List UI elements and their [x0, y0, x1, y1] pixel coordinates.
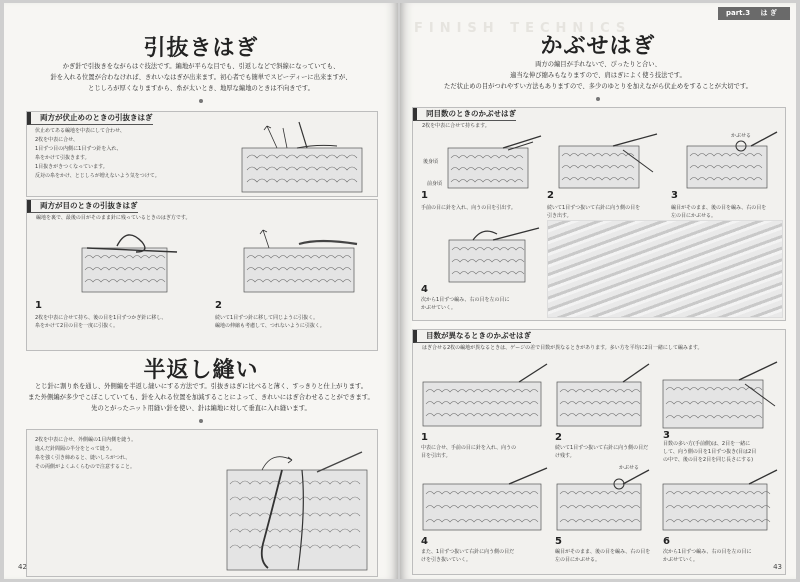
note-line: 1目抜きがきつくなっています。	[35, 164, 108, 170]
left-page	[4, 3, 398, 579]
section-title: 両方が伏止めのときの引抜きはぎ	[27, 112, 153, 125]
intro-hangaeshi	[12, 381, 390, 414]
section-title: 目数が異なるときのかぶせはぎ	[413, 330, 531, 343]
step-text	[421, 548, 547, 564]
note-line: 反対の糸をかけ、とじしろが増えないよう気をつけて。	[35, 173, 160, 179]
step-line: 続いて1目ずつ抜いて右針に向う側の目だ	[555, 445, 649, 451]
knit-illustration	[77, 226, 187, 296]
knit-illustration	[553, 360, 653, 430]
step-number: 2	[547, 190, 554, 201]
page-number: 43	[773, 563, 782, 571]
intro-line: 適当な伸び縮みもなりますので、肩はぎによく使う技法です。	[510, 72, 686, 79]
step-text	[547, 204, 671, 220]
step-line: 糸をかけて2目の目を一度に引抜く。	[35, 323, 119, 329]
note-line: 進んだ針間隔の半分をとって縫う。	[35, 446, 115, 452]
step-number: 2	[215, 300, 222, 311]
knit-illustration	[659, 464, 781, 534]
step-text	[35, 314, 205, 330]
intro-line: かぎ針で引抜きをながらはぐ技法です。編地が平らな目でも、引返しなどで斜線になっていても、	[62, 63, 340, 70]
step-number: 2	[555, 432, 562, 443]
step-text	[663, 548, 781, 564]
step-text	[421, 444, 547, 460]
knit-illustration	[433, 134, 543, 190]
knit-illustration	[222, 440, 372, 574]
note-line: その両側がよくふくらむので注意すること。	[35, 464, 136, 470]
section-both-bound-off	[26, 111, 378, 197]
step-line: けを引き抜いていく。	[421, 557, 471, 563]
step-text	[421, 296, 545, 312]
label-kabuse: かぶせる	[731, 133, 752, 139]
step-number: 3	[663, 430, 670, 441]
knit-illustration	[419, 360, 551, 430]
section-same-count	[412, 107, 786, 321]
intro-line: ただ状止めの目がつれやすい方法もありますので、多少のゆとりを加えながら伏止めをすることが大切です。	[444, 83, 752, 90]
step-line: け残す。	[555, 453, 575, 459]
section-subtitle: 編地を裏で、最後の目がそのまま針に残っているときのはぎ方です。	[36, 215, 191, 221]
step-line: 引き出す。	[547, 213, 572, 219]
section-both-live	[26, 199, 378, 351]
step-text	[421, 204, 545, 212]
section-title: 同目数のときのかぶせはぎ	[413, 108, 516, 121]
note-line: 伏止めてある編地を中表にして合わせ、	[35, 128, 125, 134]
divider-dot	[596, 97, 600, 101]
step-number: 5	[555, 536, 562, 547]
note-line: 糸を強く引き締めると、縫いしろがつれ、	[35, 455, 131, 461]
section-subtitle: はぎ合せる2枚の編地が異なるときは、ゲージの差で目数が異なるときがあります。多い方を平均に2目一緒にして編みます。	[422, 345, 703, 351]
step-line: 次から1目ずつ編み、右の目を左の目に	[663, 549, 752, 555]
step-line: して、向う側の目を1目ずつ抜き(目は2目	[663, 449, 757, 455]
intro-line: また外側編が多少でこぼこしていても、針を入れる位置を加減することによって、きれいにはぎ合わせることができます。	[28, 394, 374, 401]
running-header	[718, 7, 790, 20]
knit-illustration	[419, 464, 551, 534]
note-line: 糸をかけて引抜きます。	[35, 155, 90, 161]
step-number: 4	[421, 284, 428, 295]
step-line: 編目がそのまま、後の目を編み、右の目を	[555, 549, 651, 555]
step-number: 1	[421, 190, 428, 201]
knit-photo	[547, 220, 783, 318]
step-text	[555, 548, 659, 564]
step-line: 編地の伸縮も考慮して、つれないように引抜く。	[215, 323, 325, 329]
intro-hikinuki	[14, 61, 388, 94]
step-text	[215, 314, 375, 330]
page-title-kabuse: かぶせはぎ	[540, 34, 656, 59]
label-back-body: 後身頃	[423, 159, 439, 165]
label-kabuse: かぶせる	[619, 465, 640, 471]
step-line: の中で、後の目を2目を同じ長さにする)	[663, 457, 754, 463]
knit-illustration	[237, 118, 367, 194]
intro-kabuse	[408, 59, 788, 92]
section-subtitle: 2枚を中表に合せて持ちます。	[422, 123, 490, 129]
step-line: 編目がそのまま、後の目を編み、右の目を	[671, 205, 767, 211]
step-line: 続いて1目ずつ針に移して同じように引抜く。	[215, 315, 319, 321]
section-different-count	[412, 329, 786, 575]
note-line: 1目ずつ目の内側に1目ずつ針を入れ、	[35, 146, 122, 152]
right-page	[400, 3, 796, 579]
step-line: 次から1目ずつ編み、右の目を左の目に	[421, 297, 510, 303]
intro-line: とじしろが厚くなりますから、糸が太いとき、地厚な編地のときは不向きです。	[88, 85, 314, 92]
step-number: 1	[421, 432, 428, 443]
step-line: 2枚を中表に合せて持ち、後の目を1目ずつかぎ針に移し、	[35, 315, 167, 321]
knit-illustration	[553, 464, 653, 534]
step-text	[671, 204, 783, 220]
page-title-hangaeshi: 半返し縫い	[143, 358, 259, 383]
step-number: 4	[421, 536, 428, 547]
step-line: かぶせていく。	[663, 557, 698, 563]
section-note	[35, 436, 205, 472]
step-text	[663, 440, 781, 464]
step-number: 3	[671, 190, 678, 201]
knit-illustration	[239, 226, 369, 296]
step-number: 6	[663, 536, 670, 547]
label-front-body: 前身頃	[427, 181, 443, 187]
note-line: 2枚を中表に合せ、	[35, 137, 79, 143]
step-line: 中表に合せ、手前の目に針を入れ、向うの	[421, 445, 517, 451]
intro-line: 針を入れる位置が合わなければ、きれいなはぎが出来ます。初心者でも簡単でスピーディーに出来ますが、	[50, 74, 352, 81]
step-line: 目を引出す。	[421, 453, 451, 459]
intro-line: 両方の編目が手れないで、ぴったりと合い、	[535, 61, 661, 68]
step-line: かぶせていく。	[421, 305, 456, 311]
step-text	[555, 444, 659, 460]
step-line: 左の目にかぶせる。	[555, 557, 601, 563]
section-note	[35, 127, 185, 181]
step-line: 手前の目に針を入れ、向うの目を引出す。	[421, 205, 516, 211]
step-line: 左の目にかぶせる。	[671, 213, 717, 219]
step-line: 続いて1目ずつ抜いて右針に向う側の目を	[547, 205, 641, 211]
knit-illustration	[553, 128, 663, 192]
step-number: 1	[35, 300, 42, 311]
intro-line: とじ針に割り糸を通し、外側編を半返し縫いにする方法です。引抜きはぎに比べると薄く、すっきりと仕上がります。	[34, 383, 368, 390]
knit-illustration	[659, 356, 781, 432]
page-title-hikinuki: 引抜きはぎ	[143, 36, 259, 61]
watermark-text: FINISH TECHNICS	[414, 21, 632, 36]
section-title: 両方が目のときの引抜きはぎ	[27, 200, 138, 213]
divider-dot	[199, 99, 203, 103]
intro-line: 先のとがったニット用縫い針を使い、針は編地に対して垂直に入れ縫います。	[91, 405, 311, 412]
divider-dot	[199, 419, 203, 423]
step-line: 目数の多い方(手前側)は、2目を一緒に	[663, 441, 751, 447]
page-number: 42	[18, 563, 27, 571]
header-part: part.3	[726, 9, 751, 17]
knit-illustration	[443, 224, 543, 286]
header-label: は ぎ	[760, 9, 777, 17]
section-backstitch	[26, 429, 378, 577]
note-line: 2枚を中表に合せ、外側編の1目内側を縫う。	[35, 437, 137, 443]
step-line: また、1目ずつ抜いて右針に向う側の目だ	[421, 549, 515, 555]
